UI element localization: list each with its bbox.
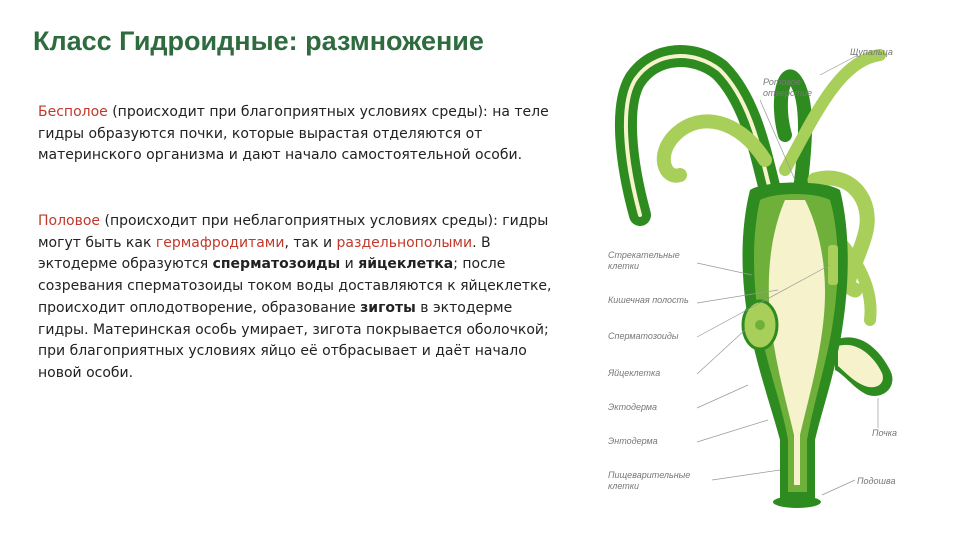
label-mouth-2: отверстие (763, 88, 813, 98)
label-digestive-2: клетки (608, 481, 639, 491)
label-tentacles: Щупальца (850, 47, 893, 57)
dioecious-term: раздельнополыми (336, 234, 473, 251)
sole (773, 496, 821, 508)
asexual-paragraph (38, 102, 558, 167)
sexual-paragraph (38, 211, 558, 385)
sexual-text-5: ; после созревания сперматозоиды током воды доставляются к яйцеклетке, происходит оплодотворение, образование (38, 256, 552, 316)
gut-cavity (769, 200, 825, 485)
sexual-term: Половое (38, 213, 101, 229)
label-digestive-1: Пищеварительные (608, 470, 691, 480)
hermaphrodite-term: гермафродитами (155, 234, 285, 251)
label-stinging-2: клетки (608, 261, 639, 271)
asexual-text: (происходит при благоприятных условиях среды): на теле гидры образуются почки, которые вырастая отделяются от материнского организма и дают начало самостоятельной особи. (38, 104, 549, 164)
sperm-term: сперматозоиды (212, 256, 341, 273)
label-ectoderm: Эктодерма (608, 402, 658, 412)
sexual-text-6: в эктодерме гидры. Материнская особь умирает, зигота покрывается оболочкой; при благоприятных условиях яйцо её отбрасывает и даёт начало новой особи. (38, 299, 549, 381)
label-bud: Почка (872, 428, 898, 438)
sexual-text-3: . В эктодерме образуются (38, 234, 491, 273)
sexual-text-1: (происходит при неблагоприятных условиях среды): гидры могут быть как (38, 213, 549, 251)
sexual-text-4: и (340, 256, 359, 273)
hydra-diagram (600, 40, 930, 520)
label-sole: Подошва (857, 476, 896, 486)
label-sperm: Сперматозоиды (608, 331, 679, 341)
page-title: Класс Гидроидные: размножение (33, 26, 484, 56)
zygote-term: зиготы (360, 299, 416, 316)
label-mouth-1: Ротовое (763, 77, 801, 87)
asexual-term: Бесполое (38, 104, 108, 120)
label-egg: Яйцеклетка (608, 368, 661, 378)
label-gut-cavity: Кишечная полость (608, 295, 689, 305)
egg-term: яйцеклетка (358, 256, 454, 273)
sexual-text-2: , так и (284, 234, 337, 251)
label-endoderm: Энтодерма (608, 436, 658, 446)
label-stinging-1: Стрекательные (608, 250, 680, 260)
